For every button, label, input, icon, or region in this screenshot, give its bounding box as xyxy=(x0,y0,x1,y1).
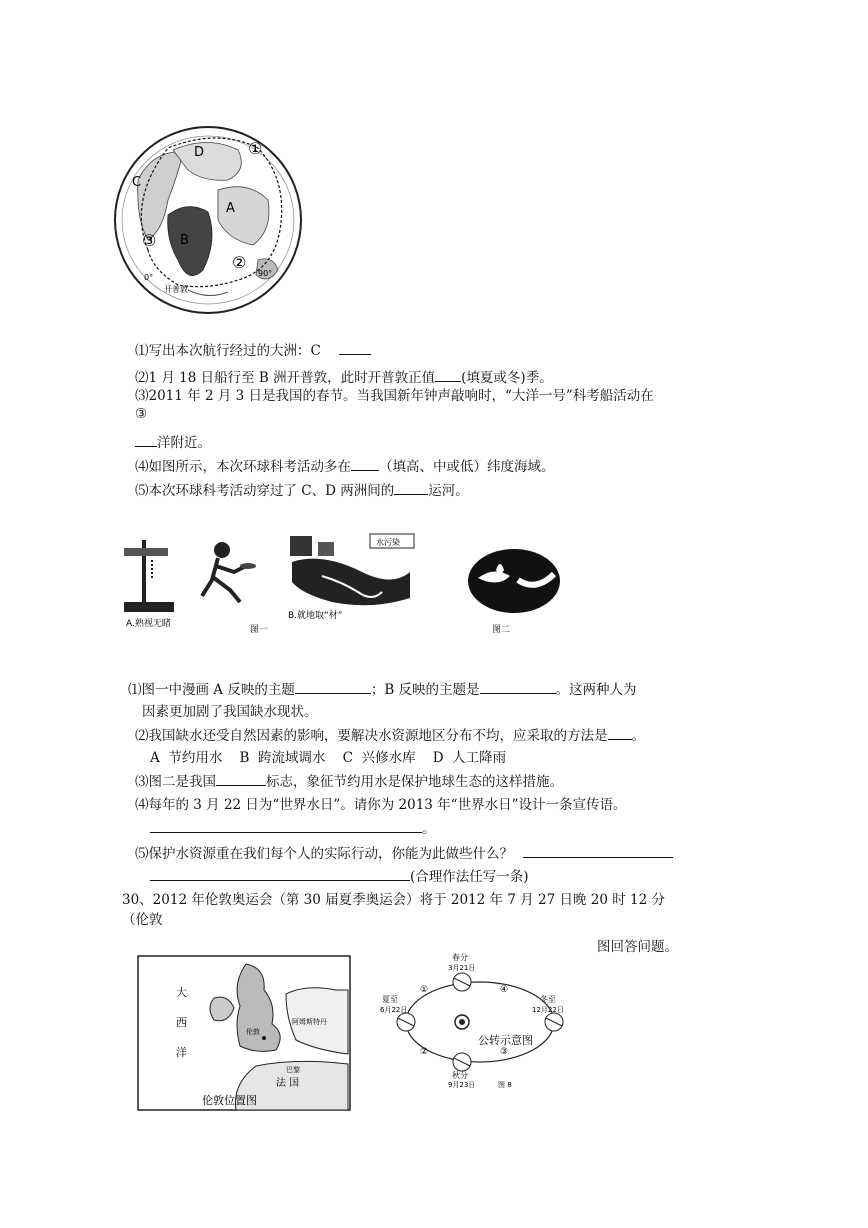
comic-b-caption: B.就地取“材” xyxy=(288,611,343,621)
q2-5-text-post: (合理作法任写一条) xyxy=(410,869,529,885)
q2-3-text: ⑶图二是我国 xyxy=(135,774,216,790)
q2-line-5 xyxy=(135,771,563,792)
q1-3-text: ⑶2011 年 2 月 3 日是我国的春节。当我国新年钟声敲响时，“大洋一号”科考船活动在 xyxy=(135,388,654,404)
orbit-marker-1: ① xyxy=(420,985,429,995)
q2-2-text-post: 。 xyxy=(631,728,645,744)
degree-label-90: 90° xyxy=(258,269,273,278)
q2-line-7 xyxy=(150,818,436,839)
sea-char-3: 洋 xyxy=(176,1046,187,1059)
q2-5-text: ⑸保护水资源重在我们每个人的实际行动，你能为此做些什么？ xyxy=(135,846,513,862)
fig2-label: 图二 xyxy=(492,625,511,635)
q1-line-4 xyxy=(135,432,211,453)
q2-4-text-post: 。 xyxy=(422,821,436,837)
sea-char-2: 西 xyxy=(176,1016,187,1029)
fig1-label: 图一 xyxy=(250,625,269,635)
q2-1-text-mid: ；B 反映的主题是 xyxy=(370,682,480,698)
summer-label: 夏至 xyxy=(382,995,398,1004)
q2-1-text: ⑴图一中漫画 A 反映的主题 xyxy=(128,682,295,698)
q2-options: A 节约用水 B 跨流域调水 C 兴修水库 D 人工降雨 xyxy=(150,750,507,766)
q2-line-3 xyxy=(135,725,645,746)
q2-5-blank-b[interactable] xyxy=(150,866,410,881)
london-map-caption: 伦敦位置图 xyxy=(202,1094,257,1107)
winter-label: 冬至 xyxy=(540,995,556,1004)
q2-5-blank-a[interactable] xyxy=(523,843,673,858)
london-label: 伦敦 xyxy=(246,1028,260,1036)
q1-line-5 xyxy=(135,456,555,477)
continent-label-a: A xyxy=(226,201,235,216)
q2-4-blank[interactable] xyxy=(150,818,422,833)
q2-line-1 xyxy=(128,679,637,700)
q1-3-marker: ③ xyxy=(135,406,148,422)
q1-5-blank[interactable] xyxy=(394,480,428,495)
winter-date: 12月22日 xyxy=(532,1006,564,1014)
route-marker-3: ③ xyxy=(142,231,157,250)
comic-a-figure xyxy=(122,530,274,634)
q2-1-text-post: 。这两种人为 xyxy=(555,682,637,698)
q1-line-3b xyxy=(135,404,147,424)
spring-date: 3月21日 xyxy=(448,964,476,972)
q2-1-blank-a[interactable] xyxy=(295,679,371,694)
water-saving-logo xyxy=(464,546,564,616)
q2-2-blank[interactable] xyxy=(608,725,632,740)
route-marker-1: ① xyxy=(248,139,263,158)
q2-line-9 xyxy=(150,866,529,887)
autumn-date: 9月23日 xyxy=(448,1081,476,1089)
q2-line-2: 因素更加剧了我国缺水现状。 xyxy=(142,704,318,720)
q2-line-6: ⑷每年的 3 月 22 日为“世界水日”。请你为 2013 年“世界水日”设计一条宣传语。 xyxy=(135,797,627,813)
amsterdam-label: 阿姆斯特丹 xyxy=(292,1018,327,1026)
q1-3-text-post: 洋附近。 xyxy=(157,435,211,451)
route-marker-2: ② xyxy=(232,253,247,272)
q1-line-2 xyxy=(135,367,553,388)
q1-1-text: ⑴写出本次航行经过的大洲：C xyxy=(135,343,321,359)
comic-b-sign: 水污染 xyxy=(376,538,400,547)
q1-2-blank[interactable] xyxy=(435,367,461,382)
q1-4-text: ⑷如图所示，本次环球科考活动多在 xyxy=(135,459,351,475)
q1-3-blank[interactable] xyxy=(135,432,157,447)
sea-char-1: 大 xyxy=(176,986,187,999)
q2-1-blank-b[interactable] xyxy=(480,679,556,694)
continent-label-b: B xyxy=(180,233,189,248)
orbit-marker-2: ② xyxy=(420,1047,429,1057)
comic-b-figure xyxy=(282,532,418,636)
orbit-title: 公转示意图 xyxy=(478,1034,533,1047)
q1-1-blank[interactable] xyxy=(339,340,371,355)
q1-2-text-post: (填夏或冬)季。 xyxy=(461,370,553,386)
continent-label-c: C xyxy=(132,175,142,190)
q30-line-3: 图回答问题。 xyxy=(597,939,678,955)
q2-2-text: ⑵我国缺水还受自然因素的影响，要解决水资源地区分布不均，应采取的方法是 xyxy=(135,728,608,744)
globe-figure xyxy=(108,120,308,320)
q1-5-text-post: 运河。 xyxy=(428,483,469,499)
q2-3-text-post: 标志，象征节约用水是保护地球生态的这样措施。 xyxy=(266,774,563,790)
london-map-figure xyxy=(136,954,352,1112)
q1-2-text: ⑵1 月 18 日船行至 B 洲开普敦，此时开普敦正值 xyxy=(135,370,436,386)
france-label: 法 国 xyxy=(276,1078,300,1089)
q30-line-2: （伦敦 xyxy=(122,912,163,928)
comic-a-caption: A.熟视无睹 xyxy=(126,619,171,629)
q1-4-blank[interactable] xyxy=(351,456,379,471)
continent-label-d: D xyxy=(194,145,205,160)
q2-3-blank[interactable] xyxy=(216,771,266,786)
orbit-fig-label: 图 8 xyxy=(498,1081,512,1089)
q1-line-1 xyxy=(135,340,371,361)
q30-line-1: 30、2012 年伦敦奥运会（第 30 届夏季奥运会）将于 2012 年 7 月 27 日晚 20 时 12 分 xyxy=(122,892,665,908)
orbit-marker-4: ④ xyxy=(500,985,509,995)
autumn-label: 秋分 xyxy=(452,1071,468,1080)
q1-line-6 xyxy=(135,480,469,501)
q1-5-text: ⑸本次环球科考活动穿过了 C、D 两洲间的 xyxy=(135,483,395,499)
paris-label: 巴黎 xyxy=(286,1066,300,1074)
q1-line-3 xyxy=(135,386,654,406)
orbit-marker-3: ③ xyxy=(500,1047,509,1057)
spring-label: 春分 xyxy=(452,953,468,962)
orbit-diagram xyxy=(380,950,580,1090)
q1-4-text-post: （填高、中或低）纬度海域。 xyxy=(379,459,555,475)
q2-line-8 xyxy=(135,843,673,864)
place-label-cape-town: 开普敦 xyxy=(164,285,188,294)
summer-date: 6月22日 xyxy=(380,1006,408,1014)
degree-label-0: 0° xyxy=(144,273,154,282)
